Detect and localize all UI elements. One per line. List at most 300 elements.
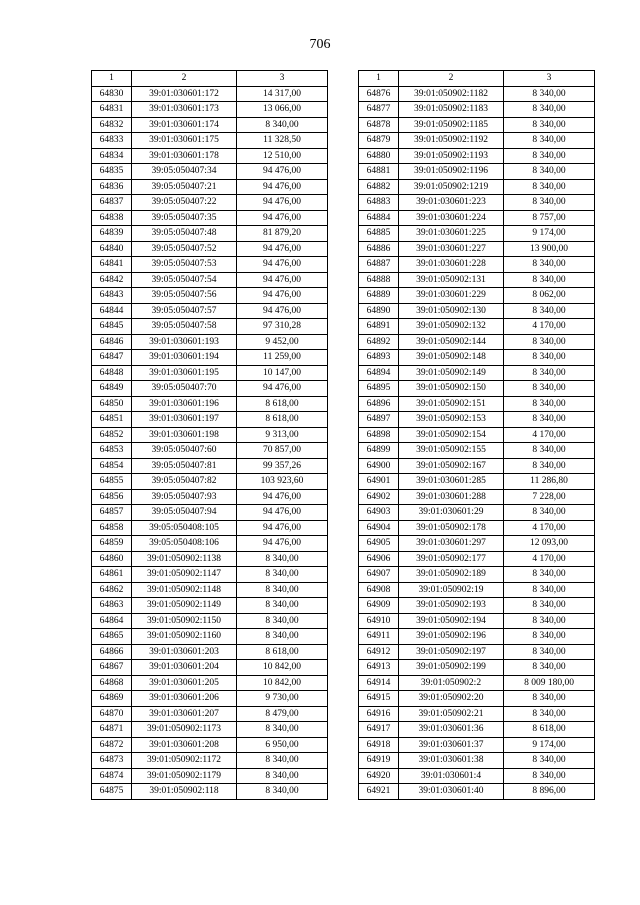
row-number-cell: 64900 [359, 458, 399, 474]
value-cell: 8 340,00 [504, 660, 595, 676]
value-cell: 94 476,00 [237, 164, 328, 180]
value-cell: 94 476,00 [237, 536, 328, 552]
row-number-cell: 64882 [359, 179, 399, 195]
value-cell: 8 009 180,00 [504, 675, 595, 691]
table-row [359, 334, 595, 350]
cadastral-number-cell: 39:05:050407:70 [132, 381, 237, 397]
row-number-cell: 64899 [359, 443, 399, 459]
table-row [92, 179, 328, 195]
table-row [359, 458, 595, 474]
row-number-cell: 64890 [359, 303, 399, 319]
cadastral-number-cell: 39:01:050902:151 [399, 396, 504, 412]
table-body-left [92, 86, 328, 799]
row-number-cell: 64848 [92, 365, 132, 381]
row-number-cell: 64876 [359, 86, 399, 102]
row-number-cell: 64859 [92, 536, 132, 552]
row-number-cell: 64921 [359, 784, 399, 800]
value-cell: 8 618,00 [237, 412, 328, 428]
cadastral-number-cell: 39:05:050407:53 [132, 257, 237, 273]
table-row [92, 210, 328, 226]
row-number-cell: 64865 [92, 629, 132, 645]
table-row [92, 613, 328, 629]
value-cell: 8 340,00 [504, 753, 595, 769]
cadastral-number-cell: 39:05:050407:57 [132, 303, 237, 319]
table-row [359, 226, 595, 242]
cadastral-number-cell: 39:01:030601:206 [132, 691, 237, 707]
value-cell: 8 340,00 [237, 551, 328, 567]
row-number-cell: 64870 [92, 706, 132, 722]
cadastral-number-cell: 39:01:050902:1185 [399, 117, 504, 133]
table-row [92, 381, 328, 397]
cadastral-number-cell: 39:01:050902:196 [399, 629, 504, 645]
row-number-cell: 64857 [92, 505, 132, 521]
value-cell: 8 340,00 [504, 102, 595, 118]
value-cell: 10 842,00 [237, 660, 328, 676]
row-number-cell: 64836 [92, 179, 132, 195]
row-number-cell: 64849 [92, 381, 132, 397]
table-row [92, 443, 328, 459]
cadastral-number-cell: 39:01:030601:207 [132, 706, 237, 722]
column-header: 3 [504, 71, 595, 87]
cadastral-number-cell: 39:01:030601:225 [399, 226, 504, 242]
table-row [359, 179, 595, 195]
table-row [359, 753, 595, 769]
value-cell: 8 340,00 [237, 768, 328, 784]
cadastral-number-cell: 39:01:050902:167 [399, 458, 504, 474]
row-number-cell: 64895 [359, 381, 399, 397]
value-cell: 8 340,00 [504, 257, 595, 273]
table-row [359, 675, 595, 691]
row-number-cell: 64842 [92, 272, 132, 288]
value-cell: 8 340,00 [504, 86, 595, 102]
value-cell: 8 062,00 [504, 288, 595, 304]
value-cell: 8 340,00 [504, 396, 595, 412]
cadastral-number-cell: 39:01:050902:144 [399, 334, 504, 350]
value-cell: 8 340,00 [504, 582, 595, 598]
value-cell: 4 170,00 [504, 319, 595, 335]
cadastral-number-cell: 39:01:050902:1183 [399, 102, 504, 118]
row-number-cell: 64844 [92, 303, 132, 319]
table-header-row [359, 71, 595, 87]
value-cell: 8 340,00 [504, 272, 595, 288]
cadastral-number-cell: 39:01:030601:288 [399, 489, 504, 505]
table-row [359, 350, 595, 366]
row-number-cell: 64874 [92, 768, 132, 784]
table-row [359, 288, 595, 304]
table-row [359, 148, 595, 164]
table-row [92, 551, 328, 567]
row-number-cell: 64893 [359, 350, 399, 366]
cadastral-number-cell: 39:05:050407:56 [132, 288, 237, 304]
value-cell: 9 174,00 [504, 737, 595, 753]
row-number-cell: 64873 [92, 753, 132, 769]
row-number-cell: 64886 [359, 241, 399, 257]
table-row [92, 334, 328, 350]
value-cell: 94 476,00 [237, 272, 328, 288]
row-number-cell: 64854 [92, 458, 132, 474]
table-row [359, 102, 595, 118]
cadastral-number-cell: 39:01:050902:1148 [132, 582, 237, 598]
table-row [359, 660, 595, 676]
cadastral-number-cell: 39:05:050407:35 [132, 210, 237, 226]
cadastral-number-cell: 39:01:050902:1193 [399, 148, 504, 164]
cadastral-number-cell: 39:01:050902:1182 [399, 86, 504, 102]
row-number-cell: 64847 [92, 350, 132, 366]
cadastral-number-cell: 39:01:030601:285 [399, 474, 504, 490]
row-number-cell: 64834 [92, 148, 132, 164]
cadastral-number-cell: 39:01:050902:1172 [132, 753, 237, 769]
cadastral-number-cell: 39:01:050902:1147 [132, 567, 237, 583]
value-cell: 8 618,00 [504, 722, 595, 738]
value-cell: 8 340,00 [237, 117, 328, 133]
table-row [92, 520, 328, 536]
column-header: 1 [359, 71, 399, 87]
value-cell: 94 476,00 [237, 195, 328, 211]
cadastral-number-cell: 39:05:050407:94 [132, 505, 237, 521]
row-number-cell: 64883 [359, 195, 399, 211]
table-row [92, 629, 328, 645]
cadastral-number-cell: 39:01:030601:208 [132, 737, 237, 753]
value-cell: 94 476,00 [237, 210, 328, 226]
table-row [92, 396, 328, 412]
cadastral-number-cell: 39:05:050407:93 [132, 489, 237, 505]
row-number-cell: 64912 [359, 644, 399, 660]
table-row [92, 303, 328, 319]
cadastral-number-cell: 39:01:030601:193 [132, 334, 237, 350]
table-row [359, 381, 595, 397]
cadastral-number-cell: 39:01:030601:197 [132, 412, 237, 428]
value-cell: 4 170,00 [504, 427, 595, 443]
cadastral-number-cell: 39:05:050407:21 [132, 179, 237, 195]
table-row [359, 613, 595, 629]
cadastral-number-cell: 39:01:030601:204 [132, 660, 237, 676]
row-number-cell: 64916 [359, 706, 399, 722]
table-row [359, 706, 595, 722]
row-number-cell: 64831 [92, 102, 132, 118]
row-number-cell: 64920 [359, 768, 399, 784]
cadastral-number-cell: 39:01:050902:1160 [132, 629, 237, 645]
table-row [92, 148, 328, 164]
row-number-cell: 64837 [92, 195, 132, 211]
value-cell: 6 950,00 [237, 737, 328, 753]
column-header: 1 [92, 71, 132, 87]
value-cell: 8 340,00 [504, 381, 595, 397]
cadastral-number-cell: 39:05:050407:81 [132, 458, 237, 474]
row-number-cell: 64830 [92, 86, 132, 102]
cadastral-number-cell: 39:01:030601:223 [399, 195, 504, 211]
cadastral-number-cell: 39:01:030601:229 [399, 288, 504, 304]
cadastral-number-cell: 39:01:030601:36 [399, 722, 504, 738]
value-cell: 8 340,00 [504, 706, 595, 722]
table-row [92, 598, 328, 614]
row-number-cell: 64858 [92, 520, 132, 536]
row-number-cell: 64909 [359, 598, 399, 614]
value-cell: 10 842,00 [237, 675, 328, 691]
table-row [359, 784, 595, 800]
row-number-cell: 64869 [92, 691, 132, 707]
cadastral-number-cell: 39:01:050902:20 [399, 691, 504, 707]
table-row [359, 644, 595, 660]
cadastral-number-cell: 39:01:050902:154 [399, 427, 504, 443]
table-row [92, 582, 328, 598]
row-number-cell: 64850 [92, 396, 132, 412]
value-cell: 94 476,00 [237, 179, 328, 195]
table-row [359, 257, 595, 273]
cadastral-number-cell: 39:01:030601:227 [399, 241, 504, 257]
table-row [359, 412, 595, 428]
row-number-cell: 64878 [359, 117, 399, 133]
value-cell: 8 340,00 [504, 691, 595, 707]
cadastral-number-cell: 39:01:030601:195 [132, 365, 237, 381]
row-number-cell: 64919 [359, 753, 399, 769]
table-row [92, 117, 328, 133]
row-number-cell: 64846 [92, 334, 132, 350]
cadastral-number-cell: 39:01:030601:224 [399, 210, 504, 226]
row-number-cell: 64887 [359, 257, 399, 273]
value-cell: 94 476,00 [237, 303, 328, 319]
value-cell: 8 340,00 [504, 303, 595, 319]
table-row [92, 412, 328, 428]
cadastral-number-cell: 39:01:050902:131 [399, 272, 504, 288]
row-number-cell: 64901 [359, 474, 399, 490]
row-number-cell: 64918 [359, 737, 399, 753]
cadastral-number-cell: 39:01:030601:178 [132, 148, 237, 164]
value-cell: 8 340,00 [237, 722, 328, 738]
row-number-cell: 64903 [359, 505, 399, 521]
value-cell: 8 340,00 [237, 629, 328, 645]
table-row [359, 164, 595, 180]
row-number-cell: 64855 [92, 474, 132, 490]
cadastral-number-cell: 39:01:050902:21 [399, 706, 504, 722]
value-cell: 13 066,00 [237, 102, 328, 118]
row-number-cell: 64911 [359, 629, 399, 645]
row-number-cell: 64838 [92, 210, 132, 226]
cadastral-number-cell: 39:01:030601:205 [132, 675, 237, 691]
table-row [359, 210, 595, 226]
cadastral-number-cell: 39:01:030601:198 [132, 427, 237, 443]
table-row [92, 288, 328, 304]
row-number-cell: 64913 [359, 660, 399, 676]
table-row [359, 195, 595, 211]
value-cell: 4 170,00 [504, 551, 595, 567]
cadastral-number-cell: 39:05:050407:82 [132, 474, 237, 490]
cadastral-number-cell: 39:01:030601:297 [399, 536, 504, 552]
value-cell: 94 476,00 [237, 520, 328, 536]
table-row [359, 396, 595, 412]
cadastral-number-cell: 39:01:050902:132 [399, 319, 504, 335]
cadastral-number-cell: 39:01:050902:155 [399, 443, 504, 459]
value-cell: 9 174,00 [504, 226, 595, 242]
page-number: 706 [309, 37, 331, 52]
value-cell: 8 340,00 [504, 350, 595, 366]
row-number-cell: 64835 [92, 164, 132, 180]
value-cell: 11 259,00 [237, 350, 328, 366]
value-cell: 11 286,80 [504, 474, 595, 490]
cadastral-number-cell: 39:01:030601:38 [399, 753, 504, 769]
table-row [359, 365, 595, 381]
column-header: 2 [132, 71, 237, 87]
value-cell: 103 923,60 [237, 474, 328, 490]
table-row [92, 350, 328, 366]
table-row [359, 582, 595, 598]
table-row [359, 241, 595, 257]
row-number-cell: 64833 [92, 133, 132, 149]
table-row [92, 427, 328, 443]
cadastral-number-cell: 39:01:050902:1196 [399, 164, 504, 180]
value-cell: 8 340,00 [504, 567, 595, 583]
cadastral-number-cell: 39:01:050902:1219 [399, 179, 504, 195]
row-number-cell: 64864 [92, 613, 132, 629]
row-number-cell: 64884 [359, 210, 399, 226]
cadastral-number-cell: 39:05:050407:34 [132, 164, 237, 180]
row-number-cell: 64866 [92, 644, 132, 660]
cadastral-number-cell: 39:01:050902:118 [132, 784, 237, 800]
table-row [92, 195, 328, 211]
row-number-cell: 64861 [92, 567, 132, 583]
table-row [92, 784, 328, 800]
row-number-cell: 64832 [92, 117, 132, 133]
cadastral-number-cell: 39:01:030601:172 [132, 86, 237, 102]
row-number-cell: 64877 [359, 102, 399, 118]
table-row [92, 365, 328, 381]
cadastral-number-cell: 39:01:030601:173 [132, 102, 237, 118]
cadastral-number-cell: 39:01:050902:19 [399, 582, 504, 598]
row-number-cell: 64881 [359, 164, 399, 180]
table-row [92, 102, 328, 118]
row-number-cell: 64860 [92, 551, 132, 567]
column-header: 2 [399, 71, 504, 87]
table-row [92, 272, 328, 288]
table-row [359, 319, 595, 335]
row-number-cell: 64896 [359, 396, 399, 412]
row-number-cell: 64906 [359, 551, 399, 567]
row-number-cell: 64917 [359, 722, 399, 738]
value-cell: 94 476,00 [237, 489, 328, 505]
value-cell: 8 340,00 [504, 443, 595, 459]
table-row [92, 536, 328, 552]
value-cell: 8 340,00 [504, 334, 595, 350]
cadastral-number-cell: 39:01:030601:175 [132, 133, 237, 149]
cadastral-number-cell: 39:05:050408:105 [132, 520, 237, 536]
row-number-cell: 64885 [359, 226, 399, 242]
table-row [92, 319, 328, 335]
cadastral-number-cell: 39:01:050902:177 [399, 551, 504, 567]
cadastral-number-cell: 39:05:050407:52 [132, 241, 237, 257]
row-number-cell: 64902 [359, 489, 399, 505]
cadastral-number-cell: 39:01:050902:199 [399, 660, 504, 676]
row-number-cell: 64843 [92, 288, 132, 304]
cadastral-number-cell: 39:01:050902:2 [399, 675, 504, 691]
value-cell: 8 340,00 [237, 784, 328, 800]
cadastral-number-cell: 39:01:030601:40 [399, 784, 504, 800]
value-cell: 94 476,00 [237, 288, 328, 304]
cadastral-number-cell: 39:01:050902:1173 [132, 722, 237, 738]
value-cell: 8 340,00 [504, 117, 595, 133]
value-cell: 13 900,00 [504, 241, 595, 257]
value-cell: 9 313,00 [237, 427, 328, 443]
value-cell: 8 340,00 [504, 505, 595, 521]
value-cell: 8 896,00 [504, 784, 595, 800]
cadastral-number-cell: 39:01:050902:1138 [132, 551, 237, 567]
cadastral-number-cell: 39:01:050902:153 [399, 412, 504, 428]
row-number-cell: 64910 [359, 613, 399, 629]
row-number-cell: 64892 [359, 334, 399, 350]
table-row [92, 86, 328, 102]
table-row [92, 241, 328, 257]
row-number-cell: 64863 [92, 598, 132, 614]
value-cell: 10 147,00 [237, 365, 328, 381]
table-row [92, 768, 328, 784]
row-number-cell: 64889 [359, 288, 399, 304]
cadastral-number-cell: 39:01:050902:1179 [132, 768, 237, 784]
value-cell: 8 340,00 [504, 148, 595, 164]
value-cell: 70 857,00 [237, 443, 328, 459]
cadastral-number-cell: 39:01:050902:189 [399, 567, 504, 583]
value-cell: 94 476,00 [237, 257, 328, 273]
value-cell: 8 340,00 [504, 164, 595, 180]
value-cell: 12 510,00 [237, 148, 328, 164]
table-row [359, 303, 595, 319]
table-row [359, 536, 595, 552]
value-cell: 8 340,00 [237, 567, 328, 583]
table-row [92, 722, 328, 738]
row-number-cell: 64880 [359, 148, 399, 164]
cadastral-number-cell: 39:01:030601:29 [399, 505, 504, 521]
cadastral-number-cell: 39:01:050902:150 [399, 381, 504, 397]
data-table-right [358, 70, 595, 800]
table-row [92, 226, 328, 242]
table-row [359, 629, 595, 645]
cadastral-number-cell: 39:01:030601:4 [399, 768, 504, 784]
row-number-cell: 64852 [92, 427, 132, 443]
value-cell: 94 476,00 [237, 505, 328, 521]
value-cell: 8 340,00 [504, 598, 595, 614]
cadastral-number-cell: 39:01:050902:193 [399, 598, 504, 614]
table-body-right [359, 86, 595, 799]
table-row [359, 427, 595, 443]
value-cell: 81 879,20 [237, 226, 328, 242]
cadastral-number-cell: 39:05:050407:22 [132, 195, 237, 211]
table-row [359, 551, 595, 567]
table-row [359, 598, 595, 614]
value-cell: 8 340,00 [237, 582, 328, 598]
row-number-cell: 64875 [92, 784, 132, 800]
table-row [359, 443, 595, 459]
data-table-left [91, 70, 328, 800]
row-number-cell: 64841 [92, 257, 132, 273]
row-number-cell: 64839 [92, 226, 132, 242]
cadastral-number-cell: 39:01:030601:203 [132, 644, 237, 660]
table-row [92, 706, 328, 722]
cadastral-number-cell: 39:01:050902:149 [399, 365, 504, 381]
table-row [359, 489, 595, 505]
cadastral-number-cell: 39:01:050902:194 [399, 613, 504, 629]
value-cell: 8 340,00 [237, 598, 328, 614]
cadastral-number-cell: 39:01:050902:197 [399, 644, 504, 660]
row-number-cell: 64851 [92, 412, 132, 428]
row-number-cell: 64908 [359, 582, 399, 598]
table-row [92, 489, 328, 505]
value-cell: 8 618,00 [237, 644, 328, 660]
value-cell: 97 310,28 [237, 319, 328, 335]
cadastral-number-cell: 39:01:050902:1150 [132, 613, 237, 629]
row-number-cell: 64879 [359, 133, 399, 149]
row-number-cell: 64904 [359, 520, 399, 536]
table-row [359, 505, 595, 521]
row-number-cell: 64868 [92, 675, 132, 691]
row-number-cell: 64915 [359, 691, 399, 707]
cadastral-number-cell: 39:01:050902:130 [399, 303, 504, 319]
